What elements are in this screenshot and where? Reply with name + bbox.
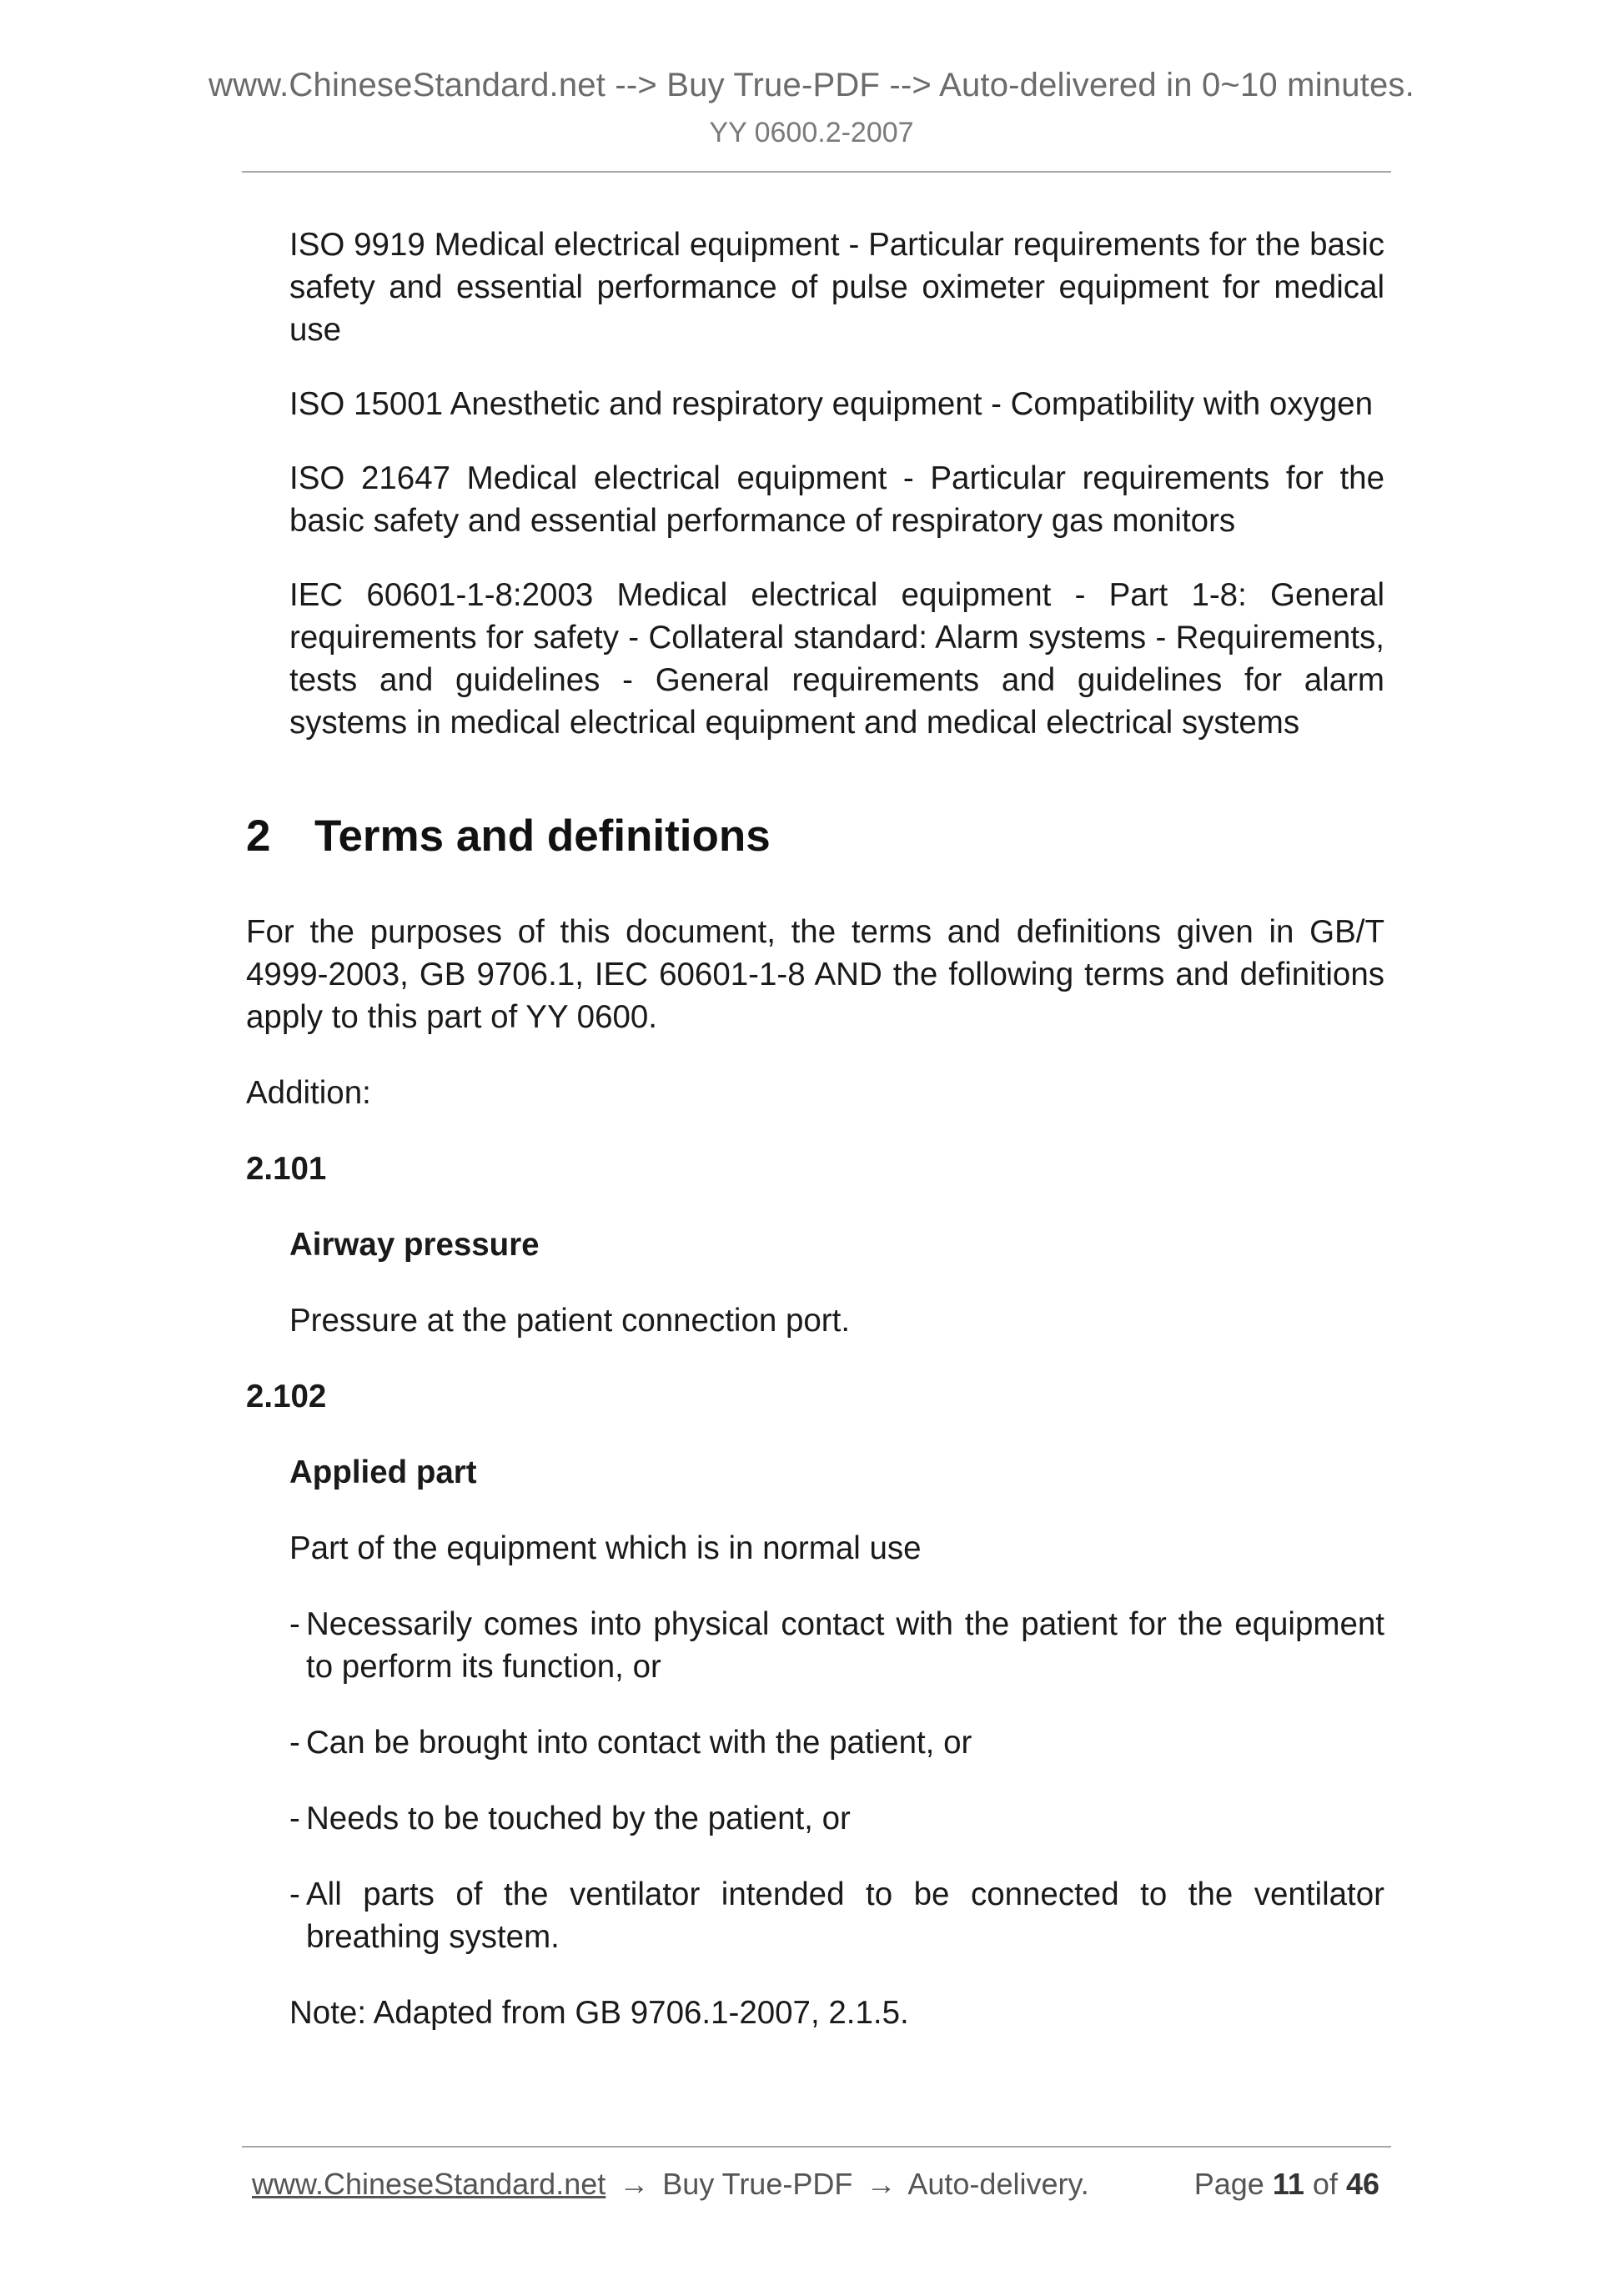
page-label: Page bbox=[1193, 2167, 1264, 2201]
clause-number: 2.101 bbox=[246, 1151, 327, 1187]
reference-entry: ISO 21647 Medical electrical equipment - Particular requirements for the basic safety and essential performance of respiratory gas monitors bbox=[289, 460, 1384, 539]
document-id: YY 0600.2-2007 bbox=[709, 117, 914, 148]
header-banner[interactable]: www.ChineseStandard.net --> Buy True-PDF --> Auto-delivered in 0~10 minutes. bbox=[209, 67, 1414, 103]
section-title: Terms and definitions bbox=[314, 811, 771, 861]
list-item-text: Needs to be touched by the patient, or bbox=[306, 1801, 851, 1836]
footer-delivery-text: Auto-delivery. bbox=[907, 2167, 1089, 2201]
list-dash: - bbox=[289, 1725, 300, 1761]
reference-entry: ISO 15001 Anesthetic and respiratory equipment - Compatibility with oxygen bbox=[289, 386, 1373, 422]
clause-body bbox=[289, 1223, 1384, 1342]
header-divider bbox=[242, 171, 1391, 173]
list-dash: - bbox=[289, 1606, 300, 1642]
page-of-label: of bbox=[1312, 2167, 1338, 2201]
arrow-right-icon: → bbox=[619, 2167, 650, 2201]
section-number: 2 bbox=[246, 811, 271, 861]
footer-buy-text: Buy True-PDF bbox=[662, 2167, 853, 2201]
list-dash: - bbox=[289, 1876, 300, 1912]
normative-references-list bbox=[289, 224, 1384, 744]
term-definition: Pressure at the patient connection port. bbox=[289, 1303, 851, 1339]
clause-number: 2.102 bbox=[246, 1379, 327, 1414]
list-item bbox=[289, 1797, 1384, 1840]
list-item-text: Can be brought into contact with the patient, or bbox=[306, 1725, 972, 1761]
clause-body bbox=[289, 1451, 1384, 2034]
footer-site-link[interactable]: www.ChineseStandard.net bbox=[252, 2167, 606, 2201]
page-footer bbox=[252, 2167, 1379, 2202]
addition-label: Addition: bbox=[246, 1075, 371, 1111]
reference-entry: IEC 60601-1-8:2003 Medical electrical equipment - Part 1-8: General requirements for safety - Collateral standard: Alarm systems - Requirements, tests and guidelines - General requirements and guidelines for alarm systems in medical electrical equipment and medical electrical systems bbox=[289, 577, 1384, 741]
page-number bbox=[1194, 2167, 1379, 2202]
list-item bbox=[289, 1721, 1384, 1764]
list-item bbox=[289, 1873, 1384, 1958]
list-item-text: Necessarily comes into physical contact with the patient for the equipment to perform its function, or bbox=[306, 1606, 1384, 1685]
arrow-right-icon: → bbox=[866, 2167, 897, 2201]
term-title: Airway pressure bbox=[289, 1227, 540, 1263]
section-heading bbox=[246, 811, 1384, 862]
term-definition: Part of the equipment which is in normal use bbox=[289, 1530, 922, 1566]
list-item-text: All parts of the ventilator intended to be connected to the ventilator breathing system. bbox=[306, 1876, 1384, 1955]
term-title: Applied part bbox=[289, 1454, 477, 1490]
list-dash: - bbox=[289, 1801, 300, 1836]
list-item bbox=[289, 1603, 1384, 1688]
document-body bbox=[246, 224, 1384, 2067]
page-current: 11 bbox=[1272, 2167, 1304, 2201]
page-total: 46 bbox=[1345, 2167, 1379, 2201]
reference-entry: ISO 9919 Medical electrical equipment - Particular requirements for the basic safety and essential performance of pulse oximeter equipment for medical use bbox=[289, 227, 1384, 348]
footer-divider bbox=[242, 2146, 1391, 2148]
section-intro: For the purposes of this document, the terms and definitions given in GB/T 4999-2003, GB 9706.1, IEC 60601-1-8 AND the following terms and definitions apply to this part of YY 0600. bbox=[246, 914, 1384, 1035]
clause-note: Note: Adapted from GB 9706.1-2007, 2.1.5. bbox=[289, 1995, 909, 2031]
